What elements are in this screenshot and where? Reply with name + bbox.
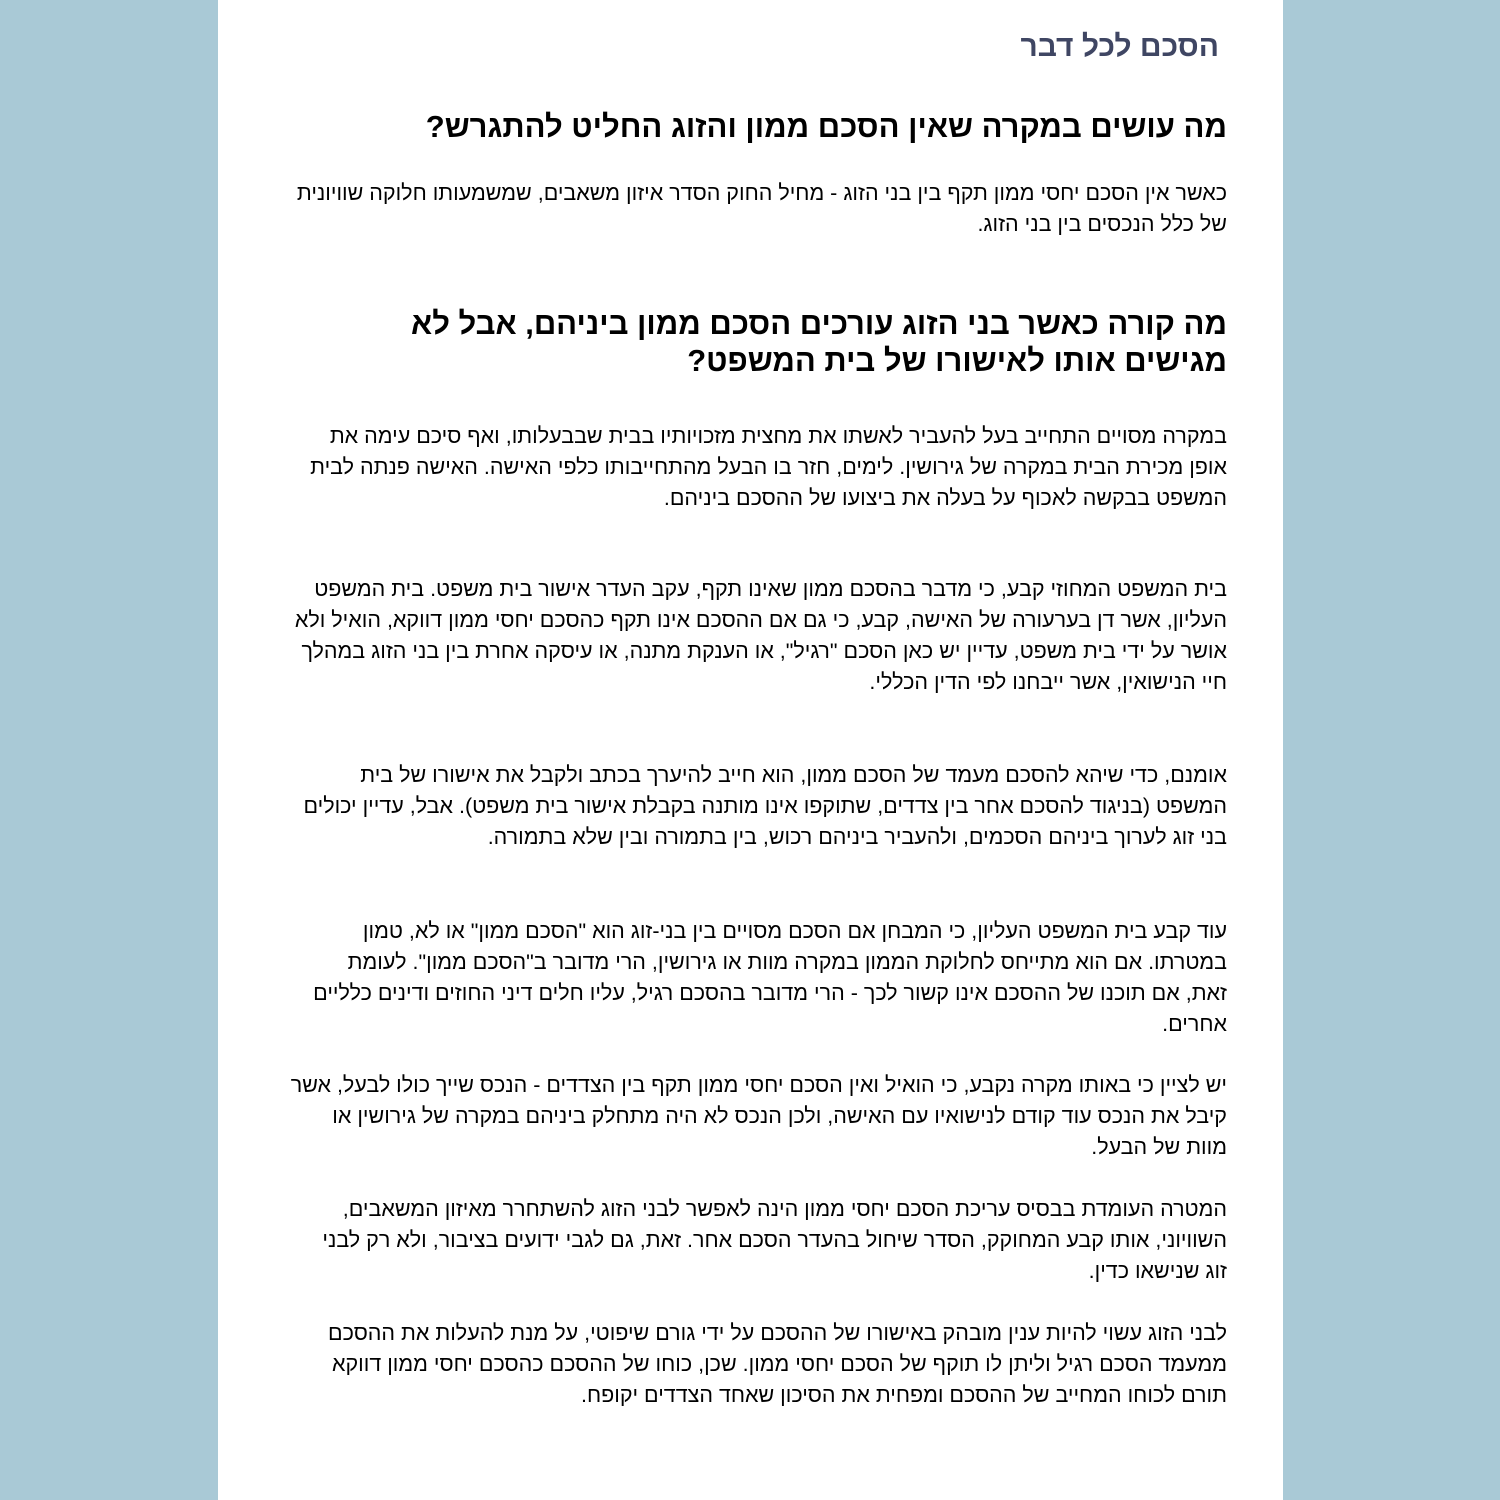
section-2-paragraph-5: יש לציין כי באותו מקרה נקבע, כי הואיל ואין הסכם יחסי ממון תקף בין הצדדים - הנכס שייך כולו לבעל, אשר קיבל את הנכס עוד קודם לנישואיו עם האישה, ולכן הנכס לא היה מתחלק ביניהם במקרה של גירושין או מוות של הבעל. <box>290 1073 1227 1159</box>
section-2-paragraph-2: בית המשפט המחוזי קבע, כי מדבר בהסכם ממון שאינו תקף, עקב העדר אישור בית משפט. בית המשפט העליון, אשר דן בערעורה של האישה, קבע, כי גם אם ההסכם אינו תקף כהסכם יחסי ממון דווקא, הואיל ולא אושר על ידי בית משפט, עדיין יש כאן הסכם "רגיל", או הענקת מתנה, או עיסקה אחרת בין בני הזוג במהלך חיי הנישואין, אשר ייבחנו לפי הדין הכללי. <box>294 577 1227 694</box>
section-2-paragraph-4: עוד קבע בית המשפט העליון, כי המבחן אם הסכם מסויים בין בני-זוג הוא "הסכם ממון" או לא, טמון במטרתו. אם הוא מתייחס לחלוקת הממון במקרה מוות או גירושין, הרי מדובר ב"הסכם ממון". לעומת זאת, אם תוכנו של ההסכם אינו קשור לכך - הרי מדובר בהסכם רגיל, עליו חלים דיני החוזים ודינים כלליים אחרים. <box>313 919 1227 1036</box>
section-1-paragraph-1: כאשר אין הסכם יחסי ממון תקף בין בני הזוג - מחיל החוק הסדר איזון משאבים, שמשמעותו חלוקה שוויונית של כלל הנכסים בין בני הזוג. <box>296 181 1227 236</box>
section-2-paragraph-3: אומנם, כדי שיהא להסכם מעמד של הסכם ממון, הוא חייב להיערך בכתב ולקבל את אישורו של בית המשפט (בניגוד להסכם אחר בין צדדים, שתוקפו אינו מותנה בקבלת אישור בית משפט). אבל, עדיין יכולים בני זוג לערוך ביניהם הסכמים, ולהעביר ביניהם רכוש, בין בתמורה ובין שלא בתמורה. <box>303 763 1227 849</box>
section-2-paragraph-6: המטרה העומדת בבסיס עריכת הסכם יחסי ממון הינה לאפשר לבני הזוג להשתחרר מאיזון המשאבים, השוויוני, אותו קבע המחוקק, הסדר שיחול בהעדר הסכם אחר. זאת, גם לגבי ידועים בציבור, ולא רק לבני זוג שנישאו כדין. <box>322 1197 1227 1283</box>
section-2-paragraph-1: במקרה מסויים התחייב בעל להעביר לאשתו את מחצית מזכויותיו בבית שבבעלותו, ואף סיכם עימה את אופן מכירת הבית במקרה של גירושין. לימים, חזר בו הבעל מהתחייבותו כלפי האישה. האישה פנתה לבית המשפט בבקשה לאכוף על בעלה את ביצועו של ההסכם ביניהם. <box>310 424 1227 510</box>
section-2-heading: מה קורה כאשר בני הזוג עורכים הסכם ממון ביניהם, אבל לא מגישים אותו לאישורו של בית המשפט? <box>411 306 1227 378</box>
document-page <box>218 0 1283 1500</box>
section-1-heading: מה עושים במקרה שאין הסכם ממון והזוג החליט להתגרש? <box>425 109 1227 144</box>
document-header-title: הסכם לכל דבר <box>1020 30 1219 63</box>
section-2-paragraph-7: לבני הזוג עשוי להיות ענין מובהק באישורו של ההסכם על ידי גורם שיפוטי, על מנת להעלות את ההסכם ממעמד הסכם רגיל וליתן לו תוקף של הסכם יחסי ממון. שכן, כוחו של ההסכם כהסכם יחסי ממון דווקא תורם לכוחו המחייב של ההסכם ומפחית את הסיכון שאחד הצדדים יקופח. <box>328 1321 1227 1407</box>
